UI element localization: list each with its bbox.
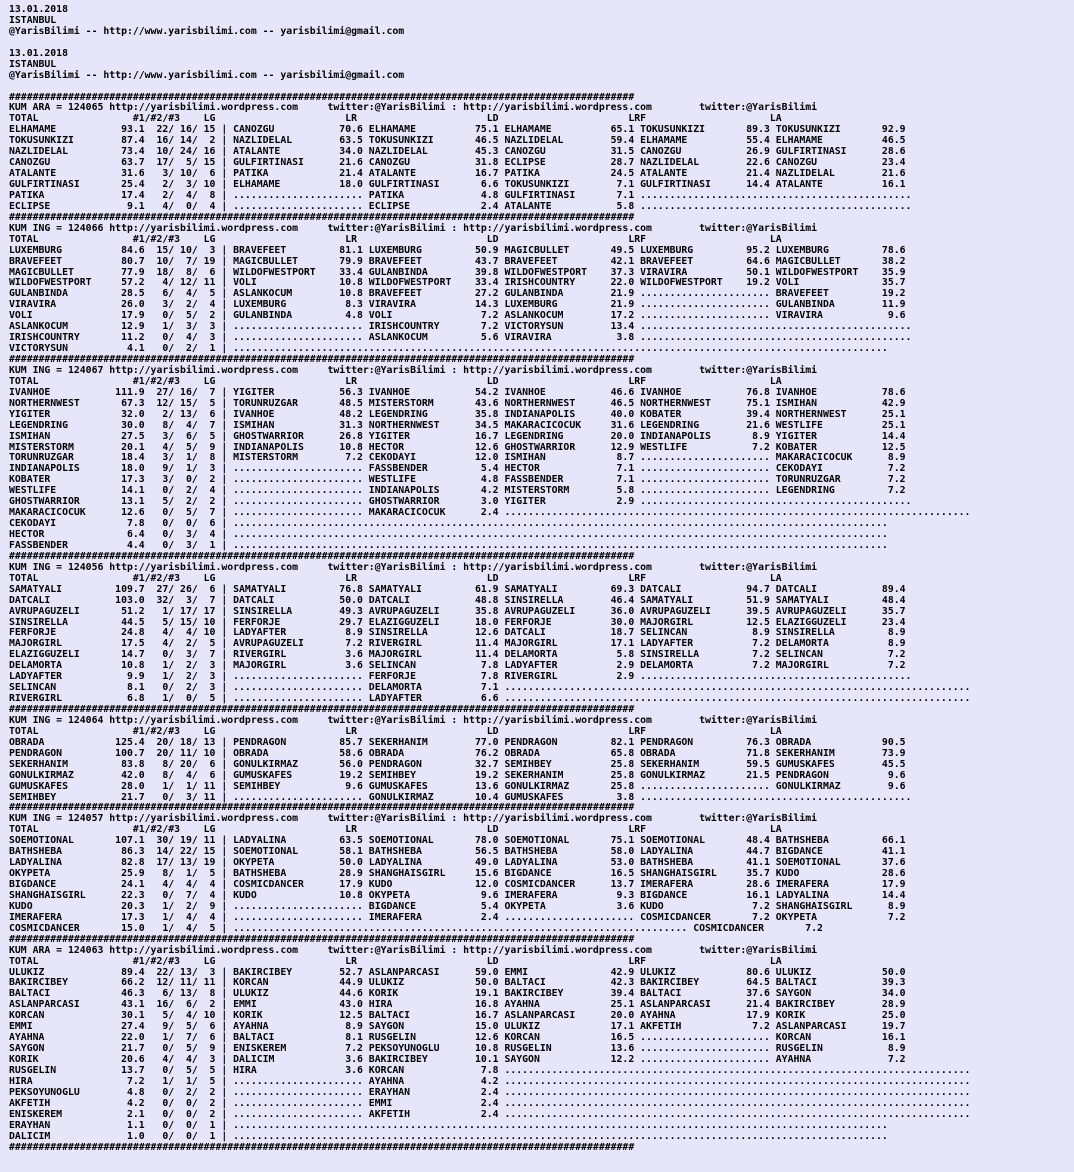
report-date-repeat: 13.01.2018: [9, 47, 68, 59]
report-date: 13.01.2018: [9, 4, 68, 15]
separator-line: ##########################################################################################################: [9, 550, 635, 562]
race-row: NAZLIDELAL 73.4 10/ 24/ 16 | ATALANTE 34.0 NAZLIDELAL 45.3 CANOZGU 31.5 CANOZGU 26.9 GULFIRTINASI 28.6: [9, 146, 906, 158]
race-row: LEGENDRING 30.0 8/ 4/ 7 | ISMIHAN 31.3 NORTHERNWEST 34.5 MAKARACICOCUK 31.6 LEGENDRING 21.6 WESTLIFE 25.1: [9, 419, 906, 431]
race-row: ERAYHAN 1.1 0/ 0/ 1 | ...............................................................................................................: [9, 1119, 888, 1131]
race-row: SELINCAN 8.1 0/ 2/ 3 | ...................... DELAMORTA 7.1 ...............................................................................: [9, 682, 971, 694]
race-row: GULANBINDA 28.5 6/ 4/ 5 | ASLANKOCUM 10.8 BRAVEFEET 27.2 GULANBINDA 21.9 ...................... BRAVEFEET 19.2: [9, 288, 906, 300]
race-row: ELAZIGGUZELI 14.7 0/ 3/ 7 | RIVERGIRL 3.6 MAJORGIRL 11.4 DELAMORTA 5.8 SINSIRELLA 7.2 SELINCAN 7.2: [9, 649, 906, 661]
race-row: KUDO 20.3 1/ 2/ 9 | ...................... BIGDANCE 5.4 OKYPETA 3.6 KUDO 7.2 SHANGHAISGIRL 8.9: [9, 900, 906, 912]
race-row: HECTOR 6.4 0/ 3/ 4 | ...............................................................................................................: [9, 529, 888, 540]
race-row: RUSGELIN 13.7 0/ 5/ 5 | HIRA 3.6 KORCAN 7.8 ...............................................................................: [9, 1064, 971, 1076]
race-row: KORCAN 30.1 5/ 4/ 10 | KORIK 12.5 BALTACI 16.7 ASLANPARCASI 20.0 AYAHNA 17.9 KORIK 25.0: [9, 1010, 906, 1022]
race-row: ASLANPARCASI 43.1 16/ 6/ 2 | EMMI 43.0 HIRA 16.8 AYAHNA 25.1 ASLANPARCASI 21.4 BAKIRCIBEY 28.9: [9, 999, 906, 1011]
race-row: PATIKA 17.4 2/ 4/ 8 | ...................... PATIKA 4.8 GULFIRTINASI 7.1 ..............................................: [9, 189, 912, 201]
race-row: ULUKIZ 89.4 22/ 13/ 3 | BAKIRCIBEY 52.7 ASLANPARCASI 59.0 EMMI 42.9 ULUKIZ 80.6 ULUKIZ 50.0: [9, 966, 906, 978]
race-title: KUM ING = 124057 http://yarisbilimi.wordpress.com twitter:@YarisBilimi : http://yarisbilimi.wordpress.com twitter:@YarisBilimi: [9, 813, 818, 825]
report-contact: @YarisBilimi -- http://www.yarisbilimi.com -- yarisbilimi@gmail.com: [9, 25, 405, 37]
race-row: SEKERHANIM 83.8 8/ 20/ 6 | GONULKIRMAZ 56.0 PENDRAGON 32.7 SEMIHBEY 25.8 SEKERHANIM 59.5 GUMUSKAFES 45.5: [9, 758, 906, 770]
separator-line: ##########################################################################################################: [9, 933, 635, 945]
race-row: FASSBENDER 4.4 0/ 3/ 1 | ...............................................................................................................: [9, 539, 888, 551]
race-row: KORIK 20.6 4/ 4/ 3 | DALICIM 3.6 BAKIRCIBEY 10.1 SAYGON 12.2 ...................... AYAHNA 7.2: [9, 1054, 906, 1065]
race-row: CEKODAYI 7.8 0/ 0/ 6 | ...............................................................................................................: [9, 518, 888, 530]
column-headers: TOTAL #1/#2/#3 LG LR LD LRF LA: [9, 572, 782, 584]
race-row: HIRA 7.2 1/ 1/ 5 | ...................... AYAHNA 4.2 ...............................................................................: [9, 1075, 971, 1087]
separator-line: ##########################################################################################################: [9, 802, 635, 814]
separator-line: ##########################################################################################################: [9, 1141, 635, 1153]
race-row: ECLIPSE 9.1 4/ 0/ 4 | ...................... ECLIPSE 2.4 ATALANTE 5.8 ..............................................: [9, 200, 912, 212]
separator-line: ##########################################################################################################: [9, 354, 635, 365]
race-row: IMERAFERA 17.3 1/ 4/ 4 | ...................... IMERAFERA 2.4 ...................... COSMICDANCER 7.2 OKYPETA 7.2: [9, 911, 906, 923]
race-row: AYAHNA 22.0 1/ 7/ 6 | BALTACI 8.1 RUSGELIN 12.6 KORCAN 16.5 ...................... KORCAN 16.1: [9, 1032, 906, 1044]
race-row: IVANHOE 111.9 27/ 16/ 7 | YIGITER 56.3 IVANHOE 54.2 IVANHOE 46.6 IVANHOE 76.8 IVANHOE 78.6: [9, 386, 906, 398]
race-row: BALTACI 46.3 6/ 13/ 8 | ULUKIZ 44.6 KORIK 19.1 BAKIRCIBEY 39.4 BALTACI 37.6 SAYGON 34.0: [9, 988, 906, 1000]
race-row: SINSIRELLA 44.5 5/ 15/ 10 | FERFORJE 29.7 ELAZIGGUZELI 18.0 FERFORJE 30.0 MAJORGIRL 12.5 ELAZIGGUZELI 23.4: [9, 616, 906, 628]
race-row: GULFIRTINASI 25.4 2/ 3/ 10 | ELHAMAME 18.0 GULFIRTINASI 6.6 TOKUSUNKIZI 7.1 GULFIRTINASI 14.4 ATALANTE 16.1: [9, 179, 906, 190]
race-title: KUM ARA = 124065 http://yarisbilimi.wordpress.com twitter:@YarisBilimi : http://yarisbilimi.wordpress.com twitter:@YarisBilimi: [9, 102, 818, 114]
race-row: SOEMOTIONAL 107.1 30/ 19/ 11 | LADYALINA 63.5 SOEMOTIONAL 78.0 SOEMOTIONAL 75.1 SOEMOTIONAL 48.4 BATHSHEBA 66.1: [9, 835, 906, 847]
column-headers: TOTAL #1/#2/#3 LG LR LD LRF LA: [9, 955, 782, 967]
race-row: LADYALINA 82.8 17/ 13/ 19 | OKYPETA 50.0 LADYALINA 49.0 LADYALINA 53.0 BATHSHEBA 41.1 SOEMOTIONAL 37.6: [9, 857, 906, 869]
column-headers: TOTAL #1/#2/#3 LG LR LD LRF LA: [9, 375, 782, 387]
column-headers: TOTAL #1/#2/#3 LG LR LD LRF LA: [9, 824, 782, 836]
race-row: TORUNRUZGAR 18.4 3/ 1/ 8 | MISTERSTORM 7.2 CEKODAYI 12.0 ISMIHAN 8.7 ...................... MAKARACICOCUK 8.9: [9, 452, 906, 464]
race-row: ELHAMAME 93.1 22/ 16/ 15 | CANOZGU 70.6 ELHAMAME 75.1 ELHAMAME 65.1 TOKUSUNKIZI 89.3 TOKUSUNKIZI 92.9: [9, 124, 906, 136]
separator-line: ##########################################################################################################: [9, 211, 635, 223]
report-document: [9, 5, 970, 1153]
race-title: KUM ING = 124056 http://yarisbilimi.wordpress.com twitter:@YarisBilimi : http://yarisbilimi.wordpress.com twitter:@YarisBilimi: [9, 561, 818, 573]
race-row: KOBATER 17.3 3/ 0/ 2 | ...................... WESTLIFE 4.8 FASSBENDER 7.1 ...................... TORUNRUZGAR 7.2: [9, 474, 906, 486]
race-row: ISMIHAN 27.5 3/ 6/ 5 | GHOSTWARRIOR 26.8 YIGITER 16.7 LEGENDRING 20.0 INDIANAPOLIS 8.9 YIGITER 14.4: [9, 430, 906, 442]
race-row: YIGITER 32.0 2/ 13/ 6 | IVANHOE 48.2 LEGENDRING 35.8 INDIANAPOLIS 40.0 KOBATER 39.4 NORTHERNWEST 25.1: [9, 408, 906, 420]
race-row: WILDOFWESTPORT 57.2 4/ 12/ 11 | VOLI 10.8 WILDOFWESTPORT 33.4 IRISHCOUNTRY 22.0 WILDOFWESTPORT 19.2 VOLI 35.7: [9, 277, 906, 289]
race-tables: [9, 92, 970, 1153]
race-row: SEMIHBEY 21.7 0/ 3/ 11 | ...................... GONULKIRMAZ 10.4 GUMUSKAFES 3.8 ..............................................: [9, 791, 912, 803]
report-contact-repeat: @YarisBilimi -- http://www.yarisbilimi.com -- yarisbilimi@gmail.com: [9, 69, 405, 81]
race-row: INDIANAPOLIS 18.0 9/ 1/ 3 | ...................... FASSBENDER 5.4 HECTOR 7.1 ...................... CEKODAYI 7.2: [9, 463, 906, 475]
race-row: COSMICDANCER 15.0 1/ 4/ 5 | ............................................................................. COSMICDANCER 7.2: [9, 922, 823, 934]
race-row: PENDRAGON 100.7 20/ 11/ 10 | OBRADA 58.6 OBRADA 76.2 OBRADA 65.8 OBRADA 71.8 SEKERHANIM 73.9: [9, 747, 906, 759]
race-row: LUXEMBURG 84.6 15/ 10/ 3 | BRAVEFEET 81.1 LUXEMBURG 50.9 MAGICBULLET 49.5 LUXEMBURG 95.2 LUXEMBURG 78.6: [9, 244, 906, 256]
race-row: VIRAVIRA 26.0 3/ 2/ 4 | LUXEMBURG 8.3 VIRAVIRA 14.3 LUXEMBURG 21.9 ...................... GULANBINDA 11.9: [9, 299, 906, 311]
race-title: KUM ARA = 124063 http://yarisbilimi.wordpress.com twitter:@YarisBilimi : http://yarisbilimi.wordpress.com twitter:@YarisBilimi: [9, 944, 818, 956]
separator-line: ##########################################################################################################: [9, 704, 635, 715]
race-row: DELAMORTA 10.8 1/ 2/ 3 | MAJORGIRL 3.6 SELINCAN 7.8 LADYAFTER 2.9 DELAMORTA 7.2 MAJORGIRL 7.2: [9, 660, 906, 672]
race-row: MAGICBULLET 77.9 18/ 8/ 6 | WILDOFWESTPORT 33.4 GULANBINDA 39.8 WILDOFWESTPORT 37.3 VIRAVIRA 50.1 WILDOFWESTPORT 35.9: [9, 266, 906, 278]
race-row: GHOSTWARRIOR 13.1 5/ 2/ 2 | ...................... GHOSTWARRIOR 3.0 YIGITER 2.9 ..............................................: [9, 496, 912, 508]
race-row: DALICIM 1.0 0/ 0/ 1 | ...............................................................................................................: [9, 1130, 888, 1142]
race-row: EMMI 27.4 9/ 5/ 6 | AYAHNA 8.9 SAYGON 15.0 ULUKIZ 17.1 AKFETIH 7.2 ASLANPARCASI 19.7: [9, 1021, 906, 1033]
race-row: MAKARACICOCUK 12.6 0/ 5/ 7 | ...................... MAKARACICOCUK 2.4 ...............................................................................: [9, 507, 971, 519]
race-row: AVRUPAGUZELI 51.2 1/ 17/ 17 | SINSIRELLA 49.3 AVRUPAGUZELI 35.8 AVRUPAGUZELI 36.0 AVRUPAGUZELI 39.5 AVRUPAGUZELI 35.7: [9, 605, 906, 617]
race-row: ATALANTE 31.6 3/ 10/ 6 | PATIKA 21.4 ATALANTE 16.7 PATIKA 24.5 ATALANTE 21.4 NAZLIDELAL 21.6: [9, 168, 906, 180]
race-row: SHANGHAISGIRL 22.3 0/ 7/ 4 | KUDO 10.8 OKYPETA 9.6 IMERAFERA 9.3 BIGDANCE 16.1 LADYALINA 14.4: [9, 889, 906, 901]
report-city: ISTANBUL: [9, 14, 57, 26]
race-row: RIVERGIRL 6.8 1/ 0/ 5 | ...................... LADYAFTER 6.6 ...............................................................................: [9, 693, 971, 705]
race-title: KUM ING = 124064 http://yarisbilimi.wordpress.com twitter:@YarisBilimi : http://yarisbilimi.wordpress.com twitter:@YarisBilimi: [9, 714, 818, 726]
race-row: MAJORGIRL 17.5 4/ 2/ 5 | AVRUPAGUZELI 7.2 RIVERGIRL 11.4 MAJORGIRL 17.1 LADYAFTER 7.2 DELAMORTA 8.9: [9, 638, 906, 650]
race-row: AKFETIH 4.2 0/ 0/ 2 | ...................... EMMI 2.4 ...............................................................................: [9, 1097, 971, 1109]
race-row: VICTORYSUN 4.1 0/ 2/ 1 | ...............................................................................................................: [9, 343, 888, 355]
race-row: OKYPETA 25.9 8/ 1/ 5 | BATHSHEBA 28.9 SHANGHAISGIRL 15.6 BIGDANCE 16.5 SHANGHAISGIRL 35.7 KUDO 28.6: [9, 868, 906, 880]
race-row: GUMUSKAFES 28.0 1/ 1/ 11 | SEMIHBEY 9.6 GUMUSKAFES 13.6 GONULKIRMAZ 25.8 ...................... GONULKIRMAZ 9.6: [9, 780, 906, 792]
race-title: KUM ING = 124066 http://yarisbilimi.wordpress.com twitter:@YarisBilimi : http://yarisbilimi.wordpress.com twitter:@YarisBilimi: [9, 222, 818, 234]
report-city-repeat: ISTANBUL: [9, 58, 57, 70]
race-row: FERFORJE 24.8 4/ 4/ 10 | LADYAFTER 8.9 SINSIRELLA 12.6 DATCALI 18.7 SELINCAN 8.9 SINSIRELLA 8.9: [9, 627, 906, 639]
race-row: SAMATYALI 109.7 27/ 26/ 6 | SAMATYALI 76.8 SAMATYALI 61.9 SAMATYALI 69.3 DATCALI 94.7 DATCALI 89.4: [9, 583, 906, 595]
race-row: VOLI 17.9 0/ 5/ 2 | GULANBINDA 4.8 VOLI 7.2 ASLANKOCUM 17.2 ...................... VIRAVIRA 9.6: [9, 310, 906, 322]
race-row: OBRADA 125.4 20/ 18/ 13 | PENDRAGON 85.7 SEKERHANIM 77.0 PENDRAGON 82.1 PENDRAGON 76.3 OBRADA 90.5: [9, 736, 906, 748]
race-row: BAKIRCIBEY 66.2 12/ 11/ 11 | KORCAN 44.9 ULUKIZ 50.0 BALTACI 42.3 BAKIRCIBEY 64.5 BALTACI 39.3: [9, 977, 906, 989]
race-row: MISTERSTORM 20.1 4/ 5/ 9 | INDIANAPOLIS 10.8 HECTOR 12.6 GHOSTWARRIOR 12.9 WESTLIFE 7.2 KOBATER 12.5: [9, 441, 906, 453]
race-row: SAYGON 21.7 0/ 5/ 9 | ENISKEREM 7.2 PEKSOYUNOGLU 10.8 RUSGELIN 13.6 ...................... RUSGELIN 8.9: [9, 1043, 906, 1055]
column-headers: TOTAL #1/#2/#3 LG LR LD LRF LA: [9, 233, 782, 245]
race-row: TOKUSUNKIZI 87.4 16/ 14/ 2 | NAZLIDELAL 63.5 TOKUSUNKIZI 46.5 NAZLIDELAL 59.4 ELHAMAME 55.4 ELHAMAME 46.5: [9, 135, 906, 147]
race-row: PEKSOYUNOGLU 4.8 0/ 2/ 2 | ...................... ERAYHAN 2.4 ...............................................................................: [9, 1086, 971, 1098]
race-row: NORTHERNWEST 67.3 12/ 15/ 5 | TORUNRUZGAR 48.5 MISTERSTORM 43.6 NORTHERNWEST 46.5 NORTHERNWEST 75.1 ISMIHAN 42.9: [9, 397, 906, 409]
race-row: ENISKEREM 2.1 0/ 0/ 2 | ...................... AKFETIH 2.4 ...............................................................................: [9, 1108, 971, 1120]
race-title: KUM ING = 124067 http://yarisbilimi.wordpress.com twitter:@YarisBilimi : http://yarisbilimi.wordpress.com twitter:@YarisBilimi: [9, 364, 818, 376]
race-row: IRISHCOUNTRY 11.2 0/ 4/ 3 | ...................... ASLANKOCUM 5.6 VIRAVIRA 3.8 ..............................................: [9, 332, 912, 344]
column-headers: TOTAL #1/#2/#3 LG LR LD LRF LA: [9, 725, 782, 737]
race-row: BIGDANCE 24.1 4/ 4/ 4 | COSMICDANCER 17.9 KUDO 12.0 COSMICDANCER 13.7 IMERAFERA 28.6 IMERAFERA 17.9: [9, 879, 906, 890]
race-row: CANOZGU 63.7 17/ 5/ 15 | GULFIRTINASI 21.6 CANOZGU 31.8 ECLIPSE 28.7 NAZLIDELAL 22.6 CANOZGU 23.4: [9, 157, 906, 169]
race-row: ASLANKOCUM 12.9 1/ 3/ 3 | ...................... IRISHCOUNTRY 7.2 VICTORYSUN 13.4 ..............................................: [9, 321, 912, 333]
race-row: LADYAFTER 9.9 1/ 2/ 3 | ...................... FERFORJE 7.8 RIVERGIRL 2.9 ..............................................: [9, 671, 912, 683]
race-row: DATCALI 103.0 32/ 3/ 7 | DATCALI 50.0 DATCALI 48.8 SINSIRELLA 46.4 SAMATYALI 51.9 SAMATYALI 48.4: [9, 594, 906, 606]
column-headers: TOTAL #1/#2/#3 LG LR LD LRF LA: [9, 113, 782, 125]
race-row: BATHSHEBA 86.3 14/ 22/ 15 | SOEMOTIONAL 58.1 BATHSHEBA 56.5 BATHSHEBA 58.0 LADYALINA 44.7 BIGDANCE 41.1: [9, 846, 906, 858]
race-row: BRAVEFEET 80.7 10/ 7/ 19 | MAGICBULLET 79.9 BRAVEFEET 43.7 BRAVEFEET 42.1 BRAVEFEET 64.6 MAGICBULLET 38.2: [9, 255, 906, 267]
separator-line: ##########################################################################################################: [9, 91, 635, 103]
race-row: GONULKIRMAZ 42.0 8/ 4/ 6 | GUMUSKAFES 19.2 SEMIHBEY 19.2 SEKERHANIM 25.8 GONULKIRMAZ 21.5 PENDRAGON 9.6: [9, 769, 906, 781]
race-row: WESTLIFE 14.1 0/ 2/ 4 | ...................... INDIANAPOLIS 4.2 MISTERSTORM 5.8 ...................... LEGENDRING 7.2: [9, 485, 906, 497]
